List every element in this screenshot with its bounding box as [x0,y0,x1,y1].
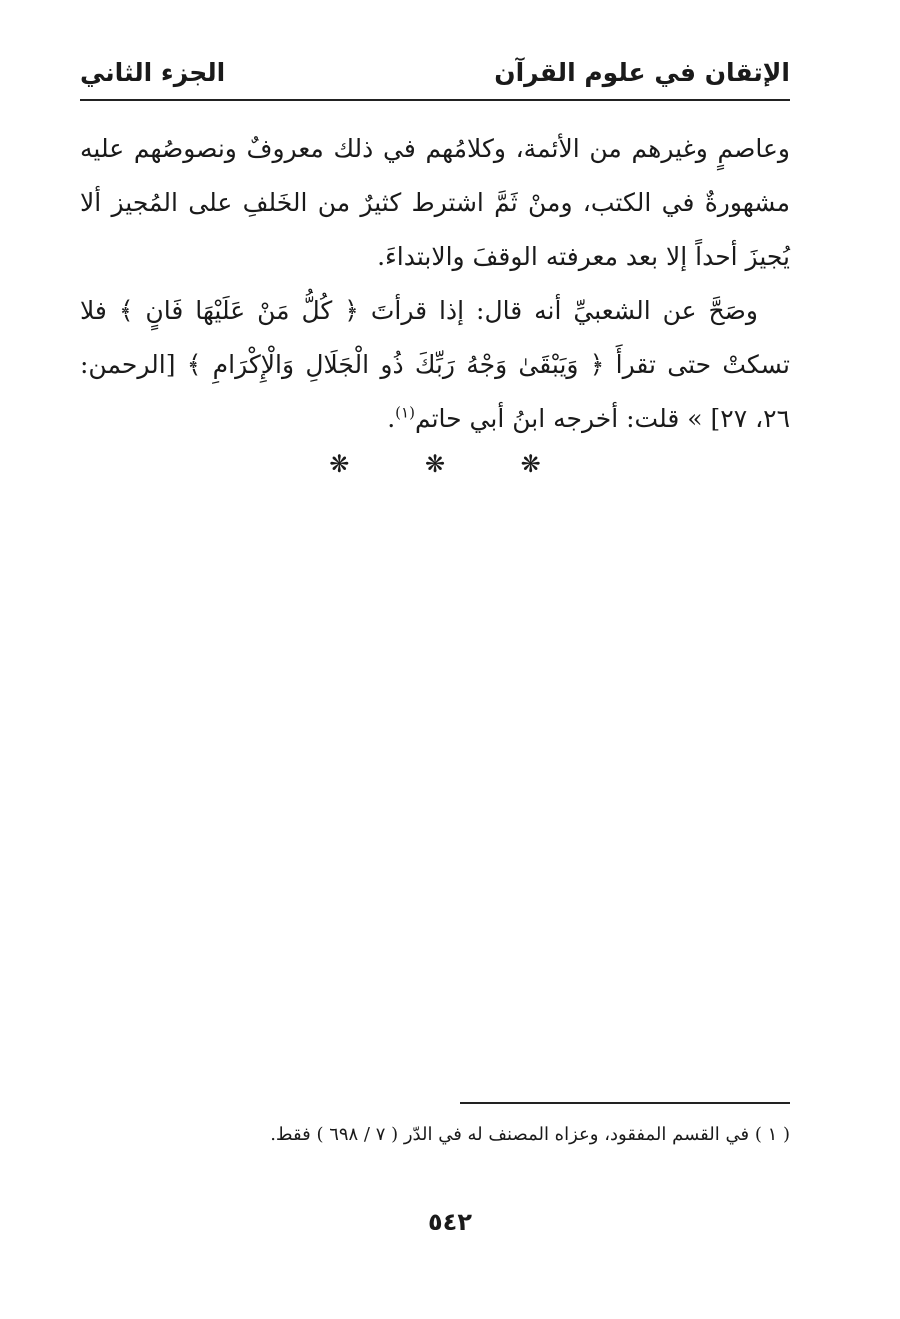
body-text [80,122,790,446]
header-part-title: الجزء الثاني [80,58,226,87]
footnote-reference: (١) [395,403,415,422]
paragraph-2 [80,284,790,446]
header-rule [80,99,790,101]
footnote-rule [460,1102,790,1104]
section-divider: ❋ ❋ ❋ [329,450,575,478]
page-number: ٥٤٢ [428,1208,472,1236]
paragraph-2-end: . [387,404,396,433]
footnote: ( ١ ) في القسم المفقود، وعزاه المصنف له في الدّر ( ٧ / ٦٩٨ ) فقط. [270,1124,790,1145]
header-book-title: الإتقان في علوم القرآن [494,58,790,87]
paragraph-1: وعاصمٍ وغيرهم من الأئمة، وكلامُهم في ذلك معروفٌ ونصوصُهم عليه مشهورةٌ في الكتب، ومنْ ثَمَّ اشترط كثيرٌ من الخَلفِ على المُجيز ألا يُجيزَ أحداً إلا بعد معرفته الوقفَ والابتداءَ. [80,134,790,271]
running-header [80,50,790,98]
paragraph-2-text: وصَحَّ عن الشعبيِّ أنه قال: إذا قرأتَ ﴿ كُلُّ مَنْ عَلَيْهَا فَانٍ ﴾ فلا تسكتْ حتى تقرأَ ﴿ وَيَبْقَىٰ وَجْهُ رَبِّكَ ذُو الْجَلَالِ وَالْإِكْرَامِ ﴾ [الرحمن: ٢٦، ٢٧] » قلت: أخرجه ابنُ أبي حاتم [80,296,790,433]
